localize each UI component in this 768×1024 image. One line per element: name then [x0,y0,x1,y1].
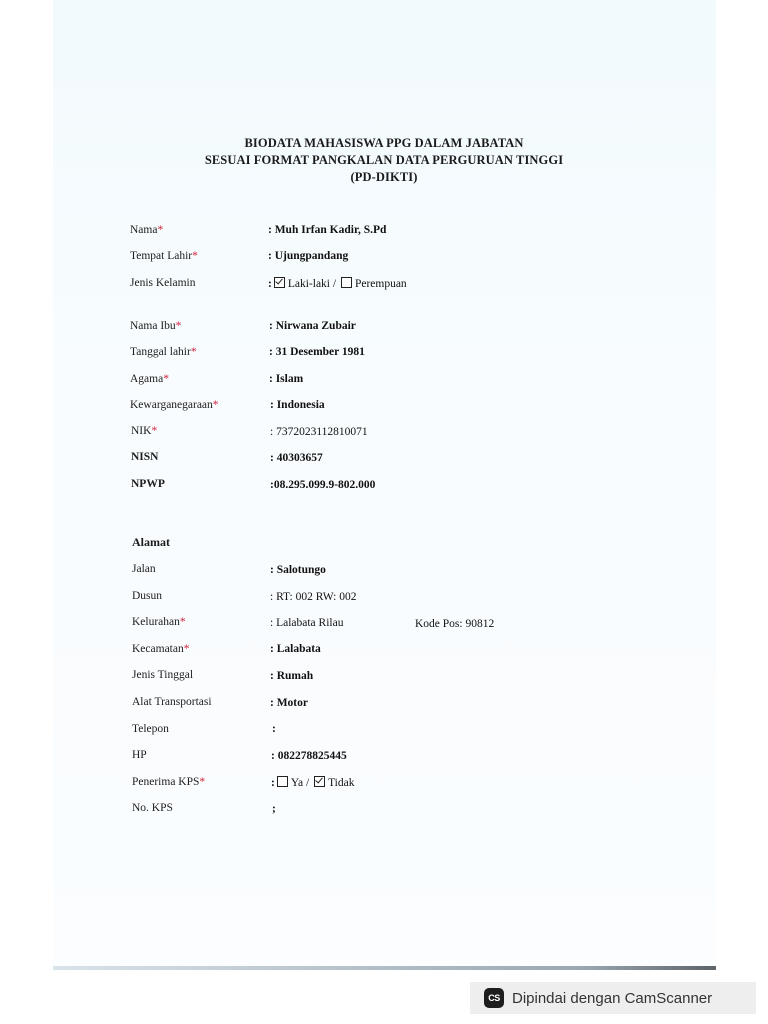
camscanner-text: Dipindai dengan CamScanner [512,989,713,1007]
label-dusun: Dusun [132,590,163,602]
title-line-2: SESUAI FORMAT PANGKALAN DATA PERGURUAN TINGGI [204,153,564,167]
value-kelurahan: : Lalabata Rilau [270,617,344,629]
label-tanggal-lahir: Tanggal lahir* [130,346,197,358]
checkbox-tidak[interactable] [314,776,325,787]
label-nama-ibu: Nama Ibu* [130,320,182,332]
label-agama: Agama* [130,373,169,385]
label-jenis-tinggal: Jenis Tinggal [132,669,194,681]
value-kewarganegaraan: : Indonesia [270,399,325,411]
value-jalan: : Salotungo [270,564,326,576]
value-kecamatan: : Lalabata [270,643,321,655]
label-kecamatan: Kecamatan* [132,643,190,655]
label-alat-transportasi: Alat Transportasi [132,696,212,708]
label-npwp: NPWP [131,478,165,490]
title-line-3: (PD-DIKTI) [350,170,418,184]
value-agama: : Islam [269,373,304,385]
value-nisn: : 40303657 [270,452,323,464]
value-nik: : 7372023112810071 [270,426,368,438]
value-penerima-kps: : Ya / Tidak [271,777,355,789]
value-kode-pos: Kode Pos: 90812 [415,618,495,630]
label-no-kps: No. KPS [132,802,173,814]
label-nisn: NISN [131,451,159,463]
label-telepon: Telepon [132,723,169,735]
label-nik: NIK* [131,425,158,437]
label-jenis-kelamin: Jenis Kelamin [130,277,196,289]
camscanner-icon: CS [484,988,504,1008]
title-line-1: BIODATA MAHASISWA PPG DALAM JABATAN [244,136,524,150]
value-nama-ibu: : Nirwana Zubair [269,320,356,332]
checkbox-laki-laki[interactable] [274,277,285,288]
label-jalan: Jalan [132,563,156,575]
value-tanggal-lahir: : 31 Desember 1981 [269,346,365,358]
checkbox-perempuan[interactable] [341,277,352,288]
value-nama: : Muh Irfan Kadir, S.Pd [268,224,387,236]
value-no-kps: ; [272,803,276,815]
label-nama: Nama* [130,224,164,236]
label-kelurahan: Kelurahan* [132,616,186,628]
label-hp: HP [132,749,147,761]
value-jenis-kelamin: : Laki-laki / Perempuan [268,278,407,290]
camscanner-watermark [470,982,756,1014]
value-tempat-lahir: : Ujungpandang [268,250,349,262]
value-alat-transportasi: : Motor [270,697,308,709]
label-penerima-kps: Penerima KPS* [132,776,206,788]
section-alamat-heading: Alamat [132,535,170,549]
value-jenis-tinggal: : Rumah [270,670,314,682]
value-hp: : 082278825445 [271,750,347,762]
value-telepon: : [272,723,276,735]
checkbox-ya[interactable] [277,776,288,787]
value-dusun: : RT: 002 RW: 002 [270,591,357,603]
page-edge-shadow [53,966,716,970]
value-npwp: :08.295.099.9-802.000 [270,479,376,491]
label-kewarganegaraan: Kewarganegaraan* [130,399,219,411]
label-tempat-lahir: Tempat Lahir* [130,250,198,262]
